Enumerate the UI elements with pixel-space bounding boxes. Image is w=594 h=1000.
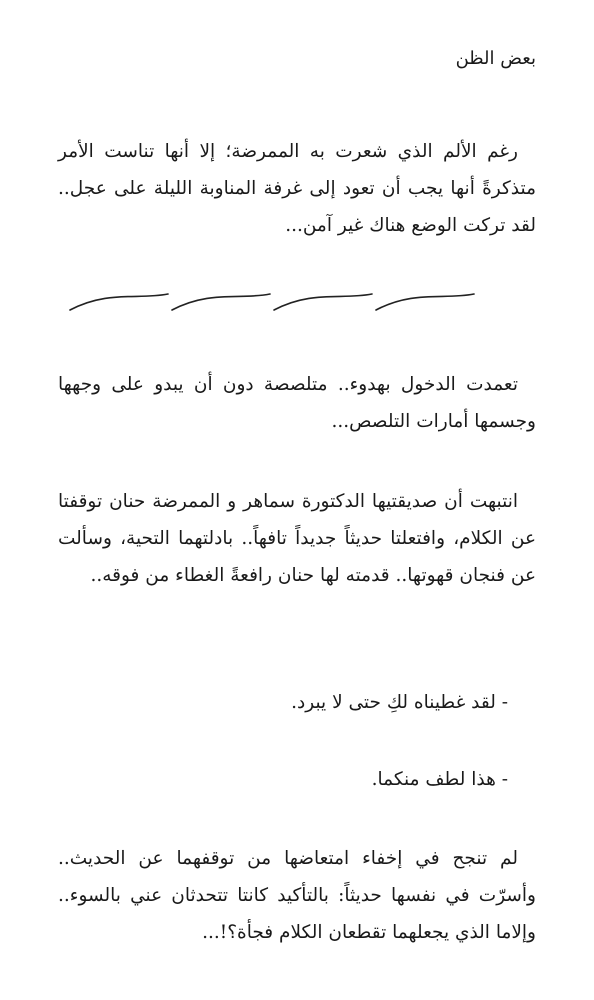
dialogue-line-1: - لقد غطيناه لكِ حتى لا يبرد. <box>291 692 508 713</box>
dialogue-line-2: - هذا لطف منكما. <box>371 769 508 790</box>
wave-stroke <box>70 294 168 310</box>
story-title: بعض الظن <box>455 48 536 69</box>
wave-divider <box>68 284 478 320</box>
wave-stroke <box>274 294 372 310</box>
wave-stroke <box>376 294 474 310</box>
paragraph-2: تعمدت الدخول بهدوء.. متلصصة دون أن يبدو على وجهها وجسمها أمارات التلصص... <box>58 374 536 432</box>
wave-stroke <box>172 294 270 310</box>
paragraph-4: لم تنجح في إخفاء امتعاضها من توقفهما عن الحديث.. وأسرّت في نفسها حديثاً: بالتأكيد كانتا تتحدثان عني بالسوء.. وإلاما الذي يجعلهما تقطعان الكلام فجأة؟!... <box>58 848 536 943</box>
paragraph-3: انتبهت أن صديقتيها الدكتورة سماهر و الممرضة حنان توقفتا عن الكلام، وافتعلتا حديثاً جديداً تافهاً.. بادلتهما التحية، وسألت عن فنجان قهوتها.. قدمته لها حنان رافعةً الغطاء من فوقه.. <box>58 491 536 586</box>
paragraph-1: رغم الألم الذي شعرت به الممرضة؛ إلا أنها تناست الأمر متذكرةً أنها يجب أن تعود إلى غرفة المناوبة الليلة على عجل.. لقد تركت الوضع هناك غير آمن... <box>58 141 536 236</box>
